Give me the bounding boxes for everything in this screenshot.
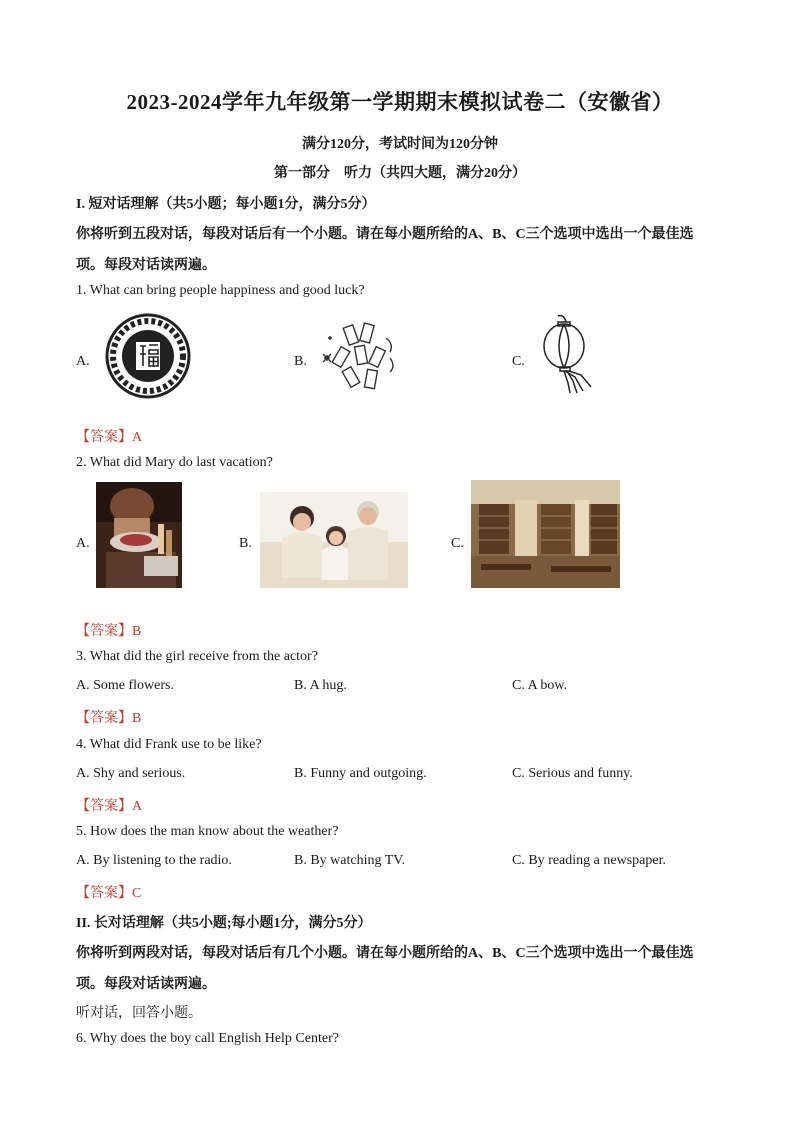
q1-option-b: B. xyxy=(294,354,307,369)
q3-option-c: C. A bow. xyxy=(512,678,568,693)
question-2: 2. What did Mary do last vacation? xyxy=(76,455,273,470)
question-6: 6. Why does the boy call English Help Center? xyxy=(76,1031,339,1046)
q4-option-b: B. Funny and outgoing. xyxy=(294,766,427,781)
question-3: 3. What did the girl receive from the actor? xyxy=(76,649,318,664)
section1-instruction-line1: 你将听到五段对话，每段对话后有一个小题。请在每小题所给的A、B、C三个选项中选出一个最佳选 xyxy=(76,227,694,242)
q3-option-a: A. Some flowers. xyxy=(76,678,174,693)
lantern-icon xyxy=(538,312,602,396)
q2-option-b: B. xyxy=(239,536,252,551)
q3-answer: 【答案】B xyxy=(76,711,142,726)
fu-character-seal-icon xyxy=(100,312,196,400)
q1-option-c: C. xyxy=(512,354,525,369)
q5-option-a: A. By listening to the radio. xyxy=(76,853,232,868)
section2-heading: II. 长对话理解（共5小题;每小题1分，满分5分） xyxy=(76,916,372,931)
page-title: 2023-2024学年九年级第一学期期末模拟试卷二（安徽省） xyxy=(126,90,674,114)
question-5: 5. How does the man know about the weather? xyxy=(76,824,339,839)
q5-option-c: C. By reading a newspaper. xyxy=(512,853,666,868)
family-sofa-photo xyxy=(260,492,408,588)
question-4: 4. What did Frank use to be like? xyxy=(76,737,262,752)
library-photo xyxy=(471,480,620,588)
q2-option-a: A. xyxy=(76,536,90,551)
section1-instruction-line2: 项。每段对话读两遍。 xyxy=(76,258,216,273)
q1-answer: 【答案】A xyxy=(76,430,143,445)
q4-option-c: C. Serious and funny. xyxy=(512,766,633,781)
question-1: 1. What can bring people happiness and good luck? xyxy=(76,283,365,298)
section2-note: 听对话，回答小题。 xyxy=(76,1006,202,1021)
q2-option-c: C. xyxy=(451,536,464,551)
birthday-dinner-photo xyxy=(96,482,182,588)
score-info: 满分120分，考试时间为120分钟 xyxy=(302,137,498,152)
q1-option-a: A. xyxy=(76,354,90,369)
q3-option-b: B. A hug. xyxy=(294,678,347,693)
q4-option-a: A. Shy and serious. xyxy=(76,766,186,781)
q2-answer: 【答案】B xyxy=(76,624,142,639)
section1-heading: I. 短对话理解（共5小题；每小题1分，满分5分） xyxy=(76,197,376,212)
q4-answer: 【答案】A xyxy=(76,799,143,814)
section2-instruction-line2: 项。每段对话读两遍。 xyxy=(76,977,216,992)
firecrackers-icon xyxy=(316,318,404,394)
section2-instruction-line1: 你将听到两段对话，每段对话后有几个小题。请在每小题所给的A、B、C三个选项中选出一个最佳选 xyxy=(76,946,694,961)
part-one-heading: 第一部分 听力（共四大题，满分20分） xyxy=(274,166,526,181)
q5-answer: 【答案】C xyxy=(76,886,142,901)
q5-option-b: B. By watching TV. xyxy=(294,853,406,868)
